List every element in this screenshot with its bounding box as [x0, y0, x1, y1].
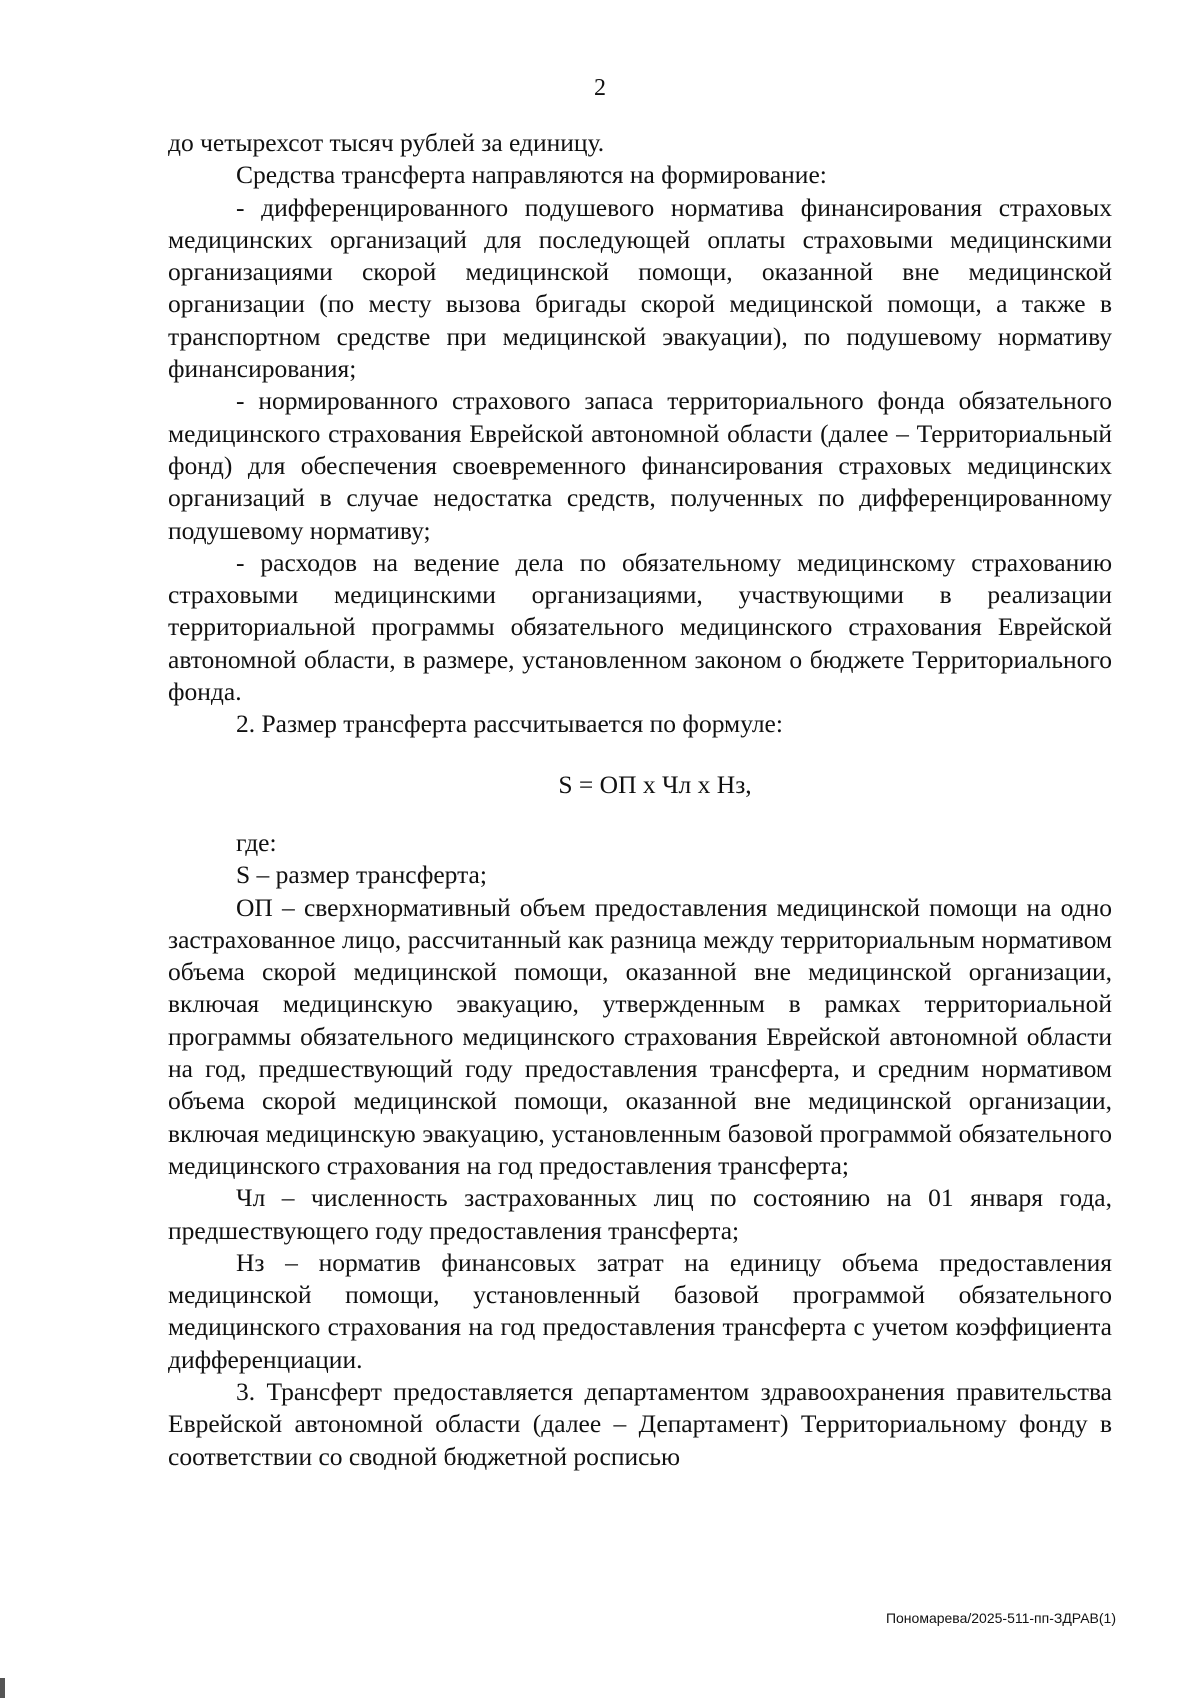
document-reference: Пономарева/2025-511-пп-ЗДРАВ(1)	[885, 1610, 1116, 1626]
where-label: где:	[236, 827, 277, 857]
paragraph-continuation: до четырехсот тысяч рублей за единицу.	[168, 128, 605, 157]
list-item-3: - расходов на ведение дела по обязательному медицинскому страхованию страховыми медицинскими организациями, участвующими в реализации территориальной программы обязательного медицинского страхования Еврейской автономной области, в размере, установленном законом о бюджете Территориального фонда.	[168, 547, 1112, 707]
scan-edge-mark	[0, 1678, 5, 1698]
definition-chl: Чл – численность застрахованных лиц по состоянию на 01 января года, предшествующего году предоставления трансферта;	[168, 1183, 1112, 1245]
list-item-2: - нормированного страхового запаса территориального фонда обязательного медицинского страхования Еврейской автономной области (далее – Территориальный фонд) для обеспечения своевременного финансирования страховых медицинских организаций в случае недостатка средств, полученных по дифференцированному подушевому нормативу;	[168, 386, 1112, 545]
definition-s: S – размер трансферта;	[236, 860, 487, 890]
paragraph-intro: Средства трансферта направляются на формирование:	[236, 160, 827, 190]
document-body	[168, 127, 1112, 1473]
page-number: 2	[594, 75, 606, 101]
transfer-formula: S = ОП х Чл х Нз,	[558, 769, 752, 799]
list-item-1: - дифференцированного подушевого норматива финансирования страховых медицинских организаций для последующей оплаты страховыми медицинскими организациями скорой медицинской помощи, оказанной вне медицинской организации (по месту вызова бригады скорой медицинской помощи, а также в транспортном средстве при медицинской эвакуации), по подушевому нормативу финансирования;	[168, 192, 1112, 384]
definition-op: ОП – сверхнормативный объем предоставления медицинской помощи на одно застрахованное лицо, рассчитанный как разница между территориальным нормативом объема скорой медицинской помощи, оказанной вне медицинской организации, включая медицинскую эвакуацию, утвержденным в рамках территориальной программы обязательного медицинского страхования Еврейской автономной области на год, предшествующий году предоставления трансферта, и средним нормативом объема скорой медицинской помощи, оказанной вне медицинской организации, включая медицинскую эвакуацию, установленным базовой программой обязательного медицинского страхования на год предоставления трансферта;	[168, 892, 1112, 1180]
clause-3: 3. Трансферт предоставляется департаментом здравоохранения правительства Еврейской автономной области (далее – Департамент) Территориальному фонду в соответствии со сводной бюджетной росписью	[168, 1376, 1112, 1471]
definition-nz: Нз – норматив финансовых затрат на единицу объема предоставления медицинской помощи, установленный базовой программой обязательного медицинского страхования на год предоставления трансферта с учетом коэффициента дифференциации.	[168, 1247, 1112, 1374]
clause-2: 2. Размер трансферта рассчитывается по формуле:	[236, 709, 783, 739]
